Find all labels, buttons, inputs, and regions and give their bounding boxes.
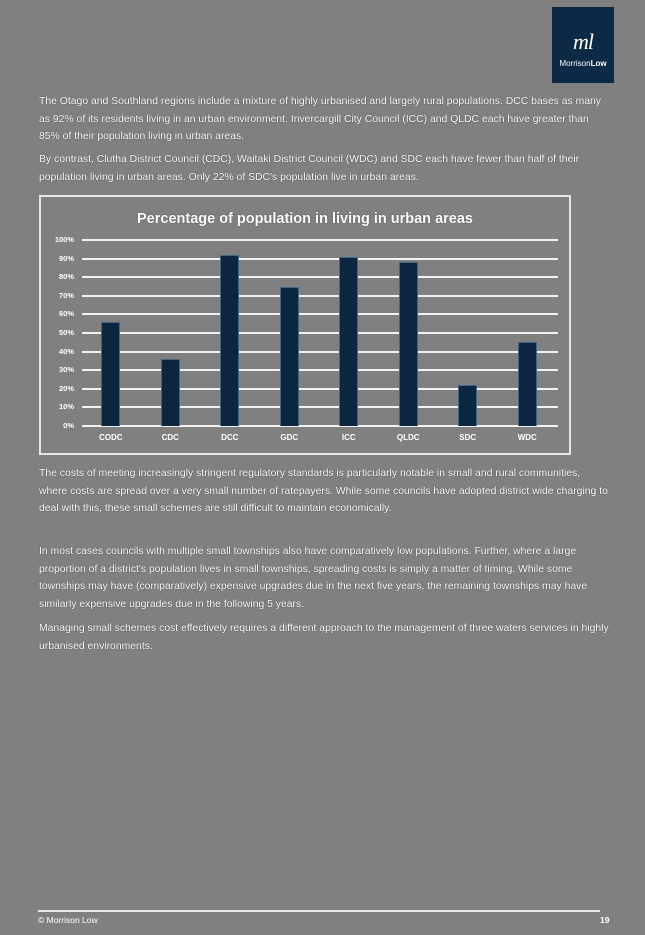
paragraph-text: The costs of meeting increasingly stringent regulatory standards is particularly notable in small and rural communities, where costs are spread over a very small number of ratepayers. While some councils have adopted district wide charging to deal with this, these small schemes are still difficult to maintain economically. [39,468,608,514]
x-axis-label-dcc: DCC [221,433,239,442]
paragraph-small-townships [39,543,611,613]
logo-wordmark-bold: Low [590,58,607,68]
paragraph-urbanised-regions [39,93,611,146]
paragraph-text: Managing small schemes cost effectively requires a different approach to the management of three waters services in highly urbanised environments. [39,623,609,652]
x-axis-label-sdc: SDC [459,433,477,442]
gridline [82,239,558,241]
gridline [82,425,558,427]
y-axis-tick-label: 80% [58,272,74,282]
y-axis-tick-label: 0% [63,421,74,430]
bar-qldc [399,262,418,426]
morrisonlow-logo [552,7,614,83]
gridline [82,406,558,408]
footer-copyright: © Morrison Low [38,915,98,925]
y-axis-tick-label: 10% [58,402,74,412]
gridline [82,388,558,390]
paragraph-text: In most cases councils with multiple small townships also have comparatively low populations. Further, where a large proportion of a district's population lives in small townships, spreading costs is simply a matter of timing. While some townships may have (comparatively) expensive upgrades due in the next five years, the remaining townships may have similarly expensive upgrades due in the following 5 years. [39,546,588,610]
bar-codc [101,322,120,426]
logo-mark: ml [573,28,593,54]
paragraph-managing-small-schemes [39,620,611,655]
bar-sdc [458,385,477,426]
bar-wdc [518,342,537,426]
paragraph-rural-councils [39,151,611,186]
gridline [82,332,558,334]
gridline [82,258,558,260]
gridline [82,351,558,353]
x-axis-label-gdc: GDC [280,433,299,442]
gridline [82,313,558,315]
x-axis-label-wdc: WDC [517,433,537,442]
bar-gdc [280,287,299,427]
chart-plot-area [54,235,558,442]
x-axis-label-codc: CODC [98,433,123,442]
paragraph-regulatory-costs [39,465,611,518]
logo-wordmark [559,59,606,68]
bar-dcc [220,255,239,426]
logo-wordmark-regular: Morrison [559,58,591,68]
bar-icc [339,257,358,426]
gridline [82,276,558,278]
footer-divider [38,910,600,912]
paragraph-text: The Otago and Southland regions include a mixture of highly urbanised and largely rural populations. DCC bases as many as 92% of its residents living in an urban environment. Invercargill City Council (ICC) and QLDC each have greater than 85% of their population living in urban areas. [39,96,601,142]
y-axis-tick-label: 90% [58,253,74,263]
gridline [82,295,558,297]
x-axis-label-cdc: CDC [161,433,179,442]
gridline [82,369,558,371]
urban-population-chart [39,195,571,455]
y-axis-tick-label: 20% [58,383,74,393]
bar-cdc [161,359,180,426]
x-axis-label-icc: ICC [341,433,356,442]
y-axis-tick-label: 30% [58,365,74,375]
y-axis-tick-label: 40% [58,346,74,356]
chart-title: Percentage of population in living in urban areas [137,211,473,227]
y-axis-tick-label: 70% [58,290,74,300]
paragraph-text: By contrast, Clutha District Council (CDC), Waitaki District Council (WDC) and SDC each have fewer than half of their population living in urban areas. Only 22% of SDC's population live in urban areas. [39,154,580,183]
y-axis-tick-label: 100% [54,235,74,244]
y-axis-tick-label: 50% [58,328,74,337]
y-axis-tick-label: 60% [58,309,74,319]
x-axis-label-qldc: QLDC [396,433,420,442]
page-number: 19 [600,915,610,925]
